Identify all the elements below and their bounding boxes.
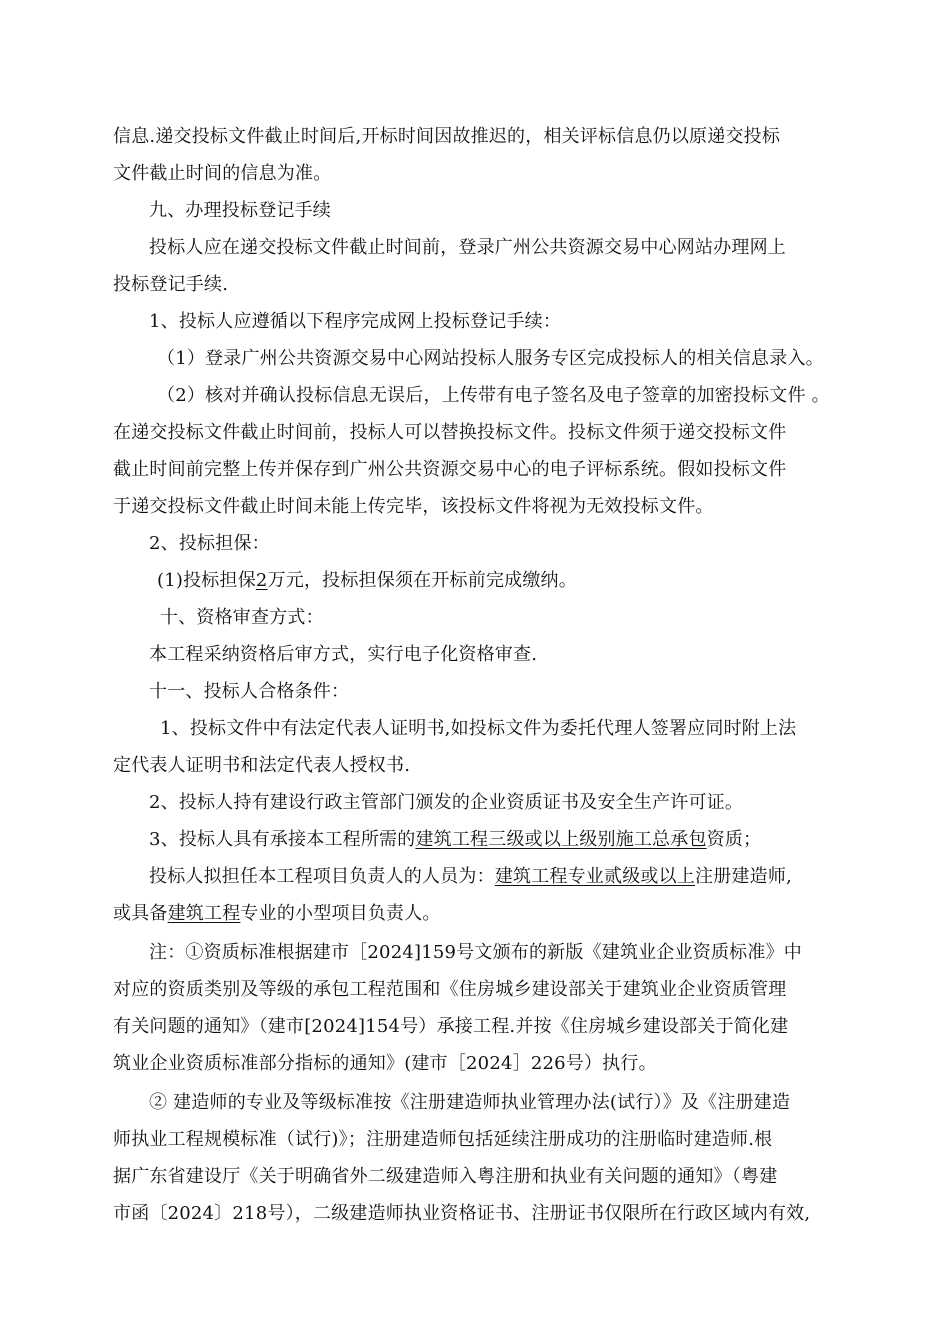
manager-l2-post: 专业的小型项目负责人。 (240, 903, 441, 924)
text-line: 信息.递交投标文件截止时间后,开标时间因故推迟的，相关评标信息仍以原递交投标 (113, 126, 781, 147)
text-line: 在递交投标文件截止时间前，投标人可以替换投标文件。投标文件须于递交投标文件 (113, 422, 787, 443)
text-line: 2、投标人持有建设行政主管部门颁发的企业资质证书及安全生产许可证。 (149, 792, 744, 813)
guarantee-line (113, 562, 843, 599)
text-line: 本工程采纳资格后审方式，实行电子化资格审查. (149, 644, 538, 665)
text-line: 定代表人证明书和法定代表人授权书. (113, 755, 411, 776)
text-line: 1、投标人应遵循以下程序完成网上投标登记手续： (149, 311, 562, 332)
note-line: 市函〔2024〕218号），二级建造师执业资格证书、注册证书仅限所在行政区域内有效, (113, 1203, 811, 1224)
qualification-post: 资质； (706, 829, 762, 850)
text-line: 截止时间前完整上传并保存到广州公共资源交易中心的电子评标系统。假如投标文件 (113, 459, 787, 480)
note-line: 有关问题的通知》（建市[2024]154号）承接工程.并按《住房城乡建设部关于简化建 (113, 1016, 789, 1037)
text-line: （1）登录广州公共资源交易中心网站投标人服务专区完成投标人的相关信息录入。 (157, 348, 824, 369)
manager-line-2 (113, 895, 843, 932)
note-line: 筑业企业资质标准部分指标的通知》(建市［2024］226号）执行。 (113, 1053, 657, 1074)
manager-post: 注册建造师, (695, 866, 792, 887)
text-line: 于递交投标文件截止时间未能上传完毕，该投标文件将视为无效投标文件。 (113, 496, 714, 517)
section-heading-10: 十、资格审查方式： (160, 607, 324, 628)
text-line: 1、投标文件中有法定代表人证明书,如投标文件为委托代理人签署应同时附上法 (160, 718, 797, 739)
manager-l2-specialty: 建筑工程 (167, 903, 241, 924)
note-line: 对应的资质类别及等级的承包工程范围和《住房城乡建设部关于建筑业企业资质管理 (113, 979, 787, 1000)
text-line: 投标人应在递交投标文件截止时间前，登录广州公共资源交易中心网站办理网上 (149, 237, 786, 258)
document-body (113, 118, 843, 1232)
text-line: （2）核对并确认投标信息无误后，上传带有电子签名及电子签章的加密投标文件 。 (157, 385, 830, 406)
guarantee-pre: (1)投标担保 (157, 570, 256, 591)
manager-l2-pre: 或具备 (113, 903, 168, 924)
section-heading-11: 十一、投标人合格条件： (149, 681, 350, 702)
note-line: 师执业工程规模标准（试行)》；注册建造师包括延续注册成功的注册临时建造师.根 (113, 1129, 773, 1150)
manager-pre: 投标人拟担任本工程项目负责人的人员为： (149, 866, 495, 887)
guarantee-post: 万元，投标担保须在开标前完成缴纳。 (267, 570, 577, 591)
note-line: ② 建造师的专业及等级标准按《注册建造师执业管理办法(试行）》及《注册建造 (149, 1092, 791, 1113)
qualification-line (113, 821, 843, 858)
guarantee-amount: 2 (255, 570, 268, 591)
qualification-pre: 3、投标人具有承接本工程所需的 (149, 829, 416, 850)
qualification-grade: 建筑工程三级或以上级别施工总承包 (415, 829, 707, 850)
section-heading-9: 九、办理投标登记手续 (149, 200, 331, 221)
note-line: 据广东省建设厅《关于明确省外二级建造师入粤注册和执业有关问题的通知》（粤建 (113, 1166, 778, 1187)
note-line: 注：①资质标准根据建市［2024]159号文颁布的新版《建筑业企业资质标准》中 (149, 942, 802, 963)
manager-line (113, 858, 843, 895)
guarantee-heading: 2、投标担保： (149, 533, 270, 554)
text-line: 投标登记手续. (113, 274, 229, 295)
text-line: 文件截止时间的信息为准。 (113, 163, 332, 184)
manager-grade: 建筑工程专业贰级或以上 (494, 866, 696, 887)
